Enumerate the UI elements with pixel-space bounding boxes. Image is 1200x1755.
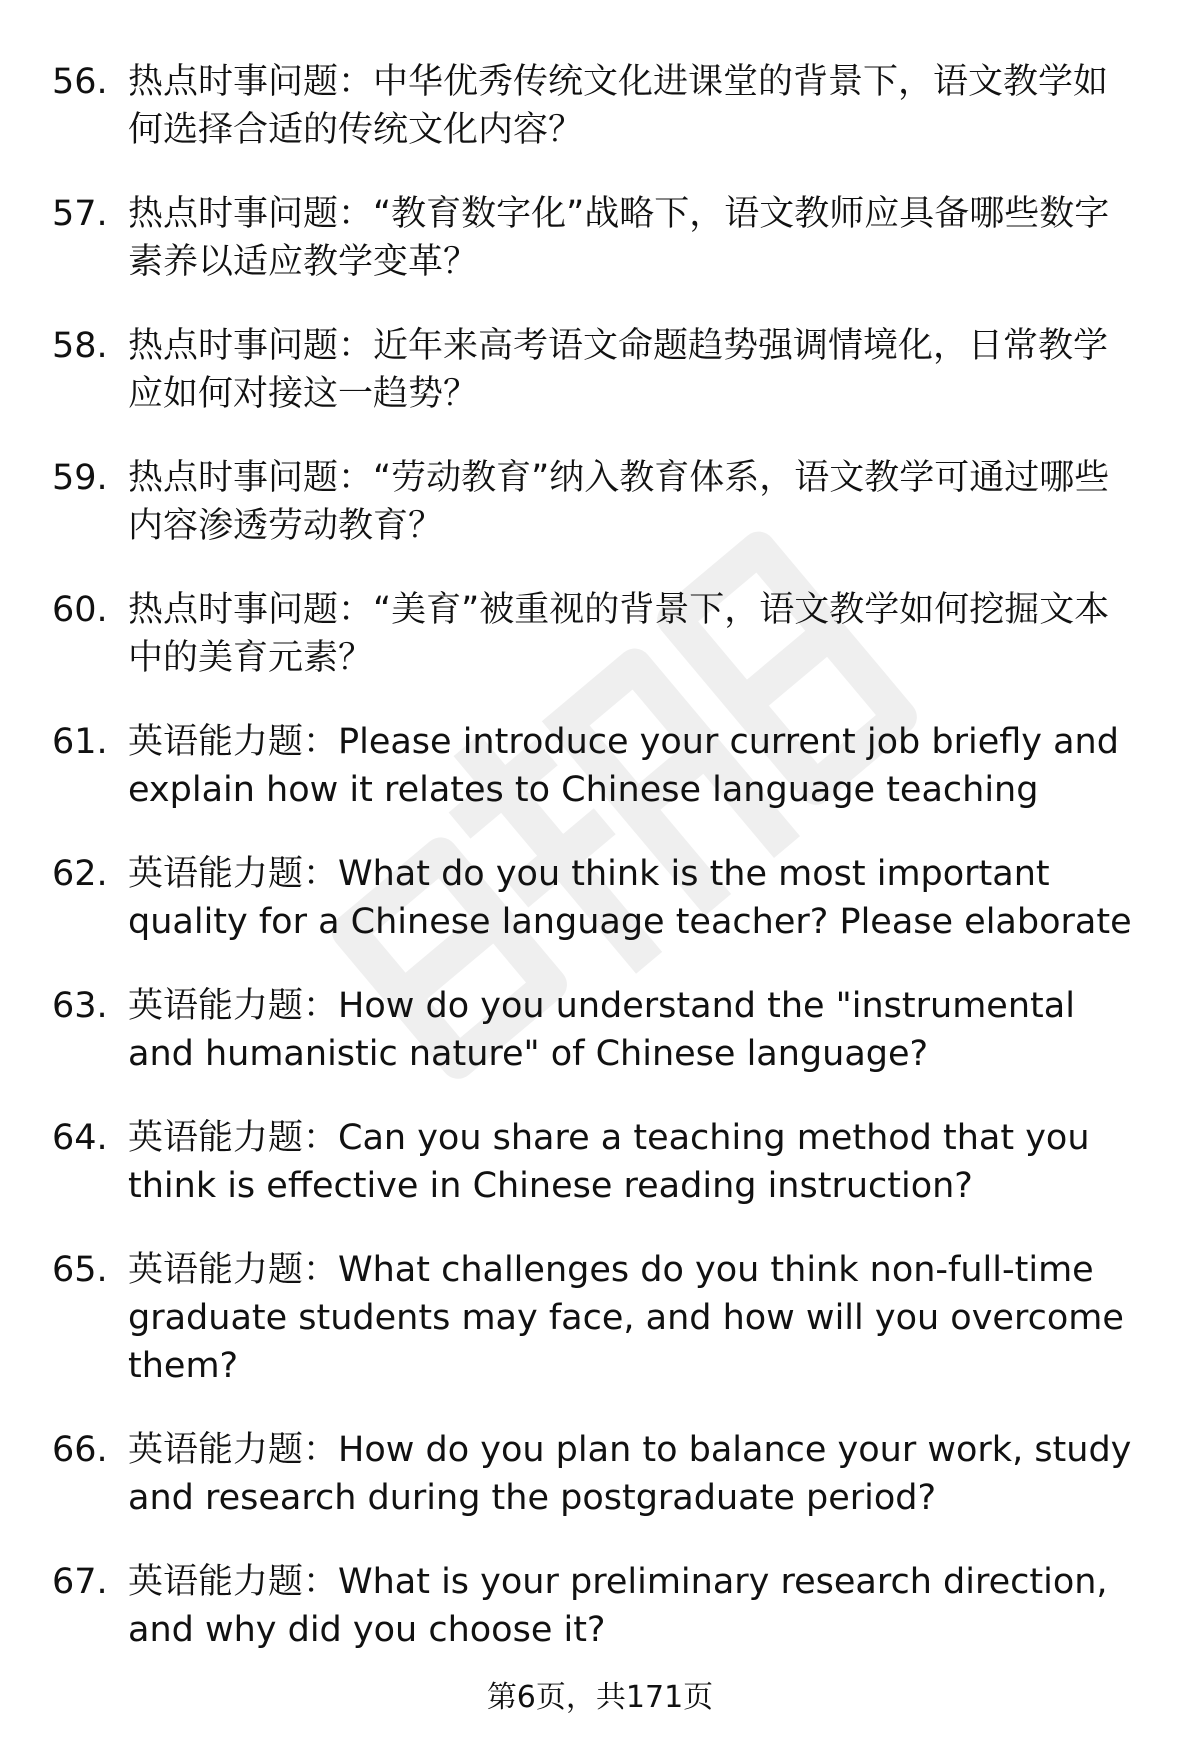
question-text: 热点时事问题：“教育数字化”战略下，语文教师应具备哪些数字素养以适应教学变革？ bbox=[128, 194, 1110, 282]
question-text: 英语能力题：Can you share a teaching method that you think is effective in Chinese reading instruction? bbox=[128, 1118, 1090, 1206]
question-item bbox=[0, 454, 1200, 550]
question-item bbox=[0, 1558, 1200, 1654]
question-item bbox=[0, 190, 1200, 286]
question-text: 英语能力题：How do you plan to balance your work, study and research during the postgraduate period? bbox=[128, 1430, 1132, 1518]
question-item bbox=[0, 1246, 1200, 1390]
question-text: 英语能力题：How do you understand the "instrumental and humanistic nature" of Chinese language? bbox=[128, 986, 1075, 1074]
question-number: 64. bbox=[52, 1118, 108, 1158]
question-number: 62. bbox=[52, 854, 108, 894]
question-text: 英语能力题：What challenges do you think non-full-time graduate students may face, and how will you overcome them? bbox=[128, 1250, 1124, 1386]
question-number: 59. bbox=[52, 458, 108, 498]
question-number: 67. bbox=[52, 1562, 108, 1602]
question-item bbox=[0, 1114, 1200, 1210]
question-number: 57. bbox=[52, 194, 108, 234]
question-item bbox=[0, 1426, 1200, 1522]
question-text: 热点时事问题：中华优秀传统文化进课堂的背景下，语文教学如何选择合适的传统文化内容？ bbox=[128, 62, 1109, 150]
question-number: 58. bbox=[52, 326, 108, 366]
question-item bbox=[0, 718, 1200, 814]
question-text: 英语能力题：Please introduce your current job briefly and explain how it relates to Chinese language teaching bbox=[128, 722, 1119, 810]
question-number: 60. bbox=[52, 590, 108, 630]
question-item bbox=[0, 586, 1200, 682]
question-text: 英语能力题：What is your preliminary research direction, and why did you choose it? bbox=[128, 1562, 1108, 1650]
question-item bbox=[0, 982, 1200, 1078]
page-footer: 第6页，共171页 bbox=[486, 1680, 714, 1715]
question-number: 65. bbox=[52, 1250, 108, 1290]
question-number: 63. bbox=[52, 986, 108, 1026]
question-text: 英语能力题：What do you think is the most important quality for a Chinese language teacher? Please elaborate bbox=[128, 854, 1132, 942]
question-list bbox=[0, 58, 1200, 1690]
question-text: 热点时事问题：“美育”被重视的背景下，语文教学如何挖掘文本中的美育元素？ bbox=[128, 590, 1110, 678]
question-text: 热点时事问题：近年来高考语文命题趋势强调情境化，日常教学应如何对接这一趋势？ bbox=[128, 326, 1109, 414]
question-item bbox=[0, 850, 1200, 946]
question-number: 56. bbox=[52, 62, 108, 102]
question-item bbox=[0, 322, 1200, 418]
question-text: 热点时事问题：“劳动教育”纳入教育体系，语文教学可通过哪些内容渗透劳动教育？ bbox=[128, 458, 1110, 546]
question-number: 66. bbox=[52, 1430, 108, 1470]
question-number: 61. bbox=[52, 722, 108, 762]
question-item bbox=[0, 58, 1200, 154]
